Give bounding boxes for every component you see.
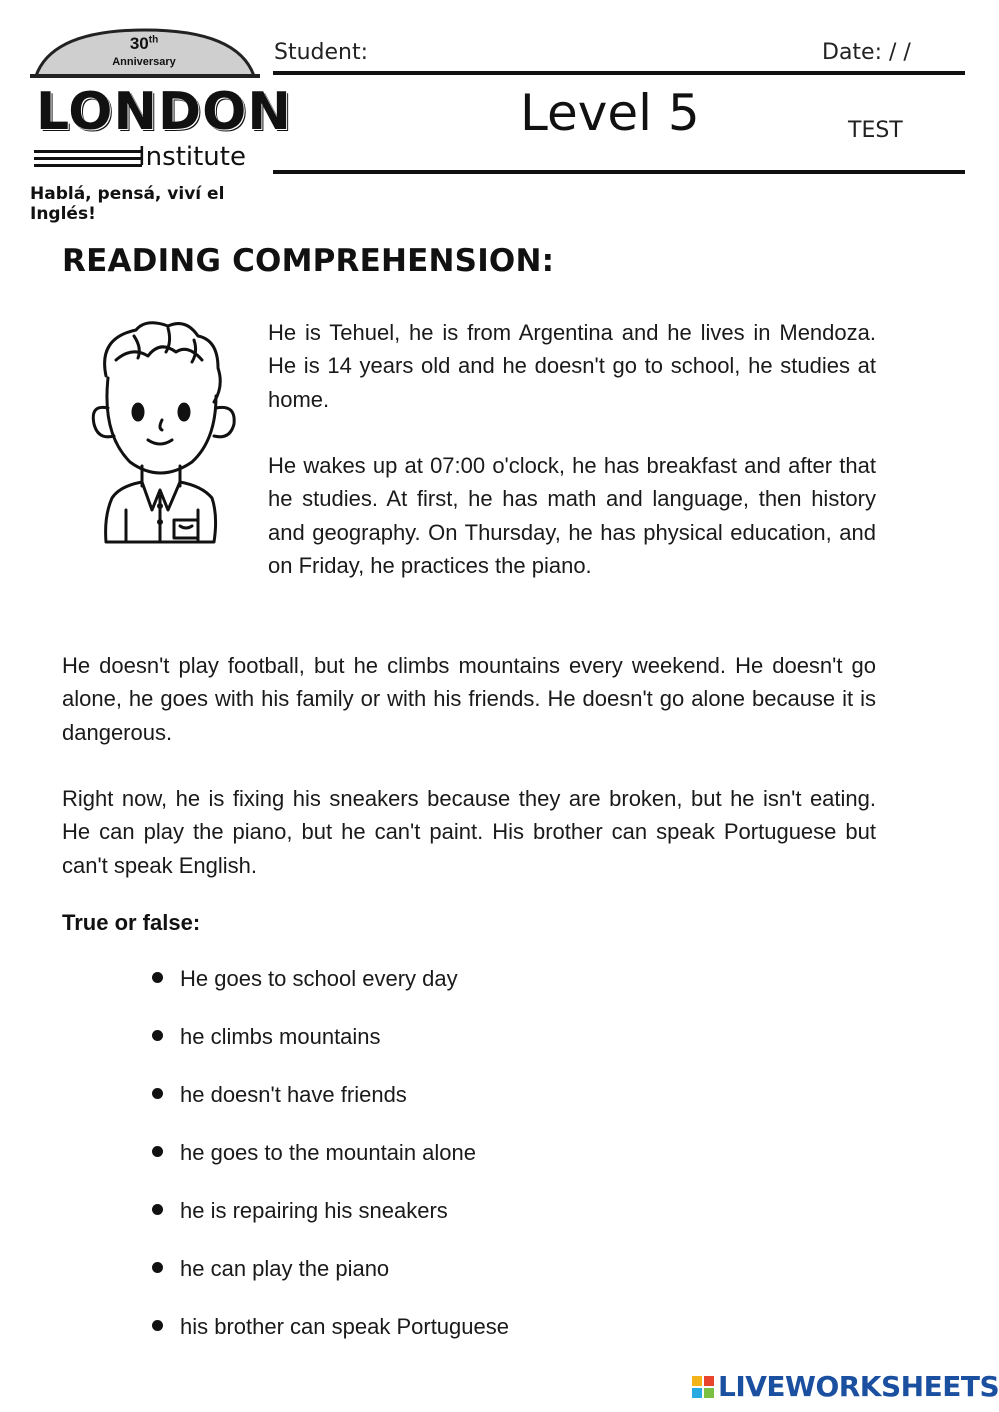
liveworksheets-logo-icon — [692, 1376, 714, 1398]
paragraph-weekend: He doesn't play football, but he climbs mountains every weekend. He doesn't go alone, he goes with his family or with his friends. He doesn't go alone because it is dangerous. — [62, 653, 876, 745]
header-rule-bottom — [273, 170, 965, 174]
level-title: Level 5 — [520, 84, 700, 142]
list-item-text: he is repairing his sneakers — [180, 1198, 448, 1223]
list-item — [152, 1024, 381, 1050]
anniversary-suffix: th — [148, 34, 159, 46]
institute-logo — [26, 24, 292, 224]
page-title: READING COMPREHENSION: — [62, 243, 555, 279]
true-false-label: True or false: — [62, 910, 201, 935]
date-label: Date: / / — [822, 40, 911, 65]
test-label: TEST — [848, 118, 903, 143]
logo-lines — [34, 150, 142, 171]
bullet-icon — [152, 1030, 163, 1041]
header-rule-top — [273, 71, 965, 75]
list-item — [152, 1140, 476, 1166]
paragraph-routine-text: He wakes up at 07:00 o'clock, he has breakfast and after that he studies. At first, he has math and language, then history and geography. On Thursday, he has physical education, and on Friday, he practices the piano. — [268, 453, 876, 579]
logo-slogan: Hablá, pensá, viví el Inglés! — [30, 184, 225, 224]
list-item-text: he can play the piano — [180, 1256, 390, 1281]
list-item-text: he doesn't have friends — [180, 1082, 407, 1107]
logo-divider — [30, 74, 260, 78]
list-item-text: he goes to the mountain alone — [180, 1140, 477, 1165]
bullet-icon — [152, 972, 163, 983]
paragraph-now: Right now, he is fixing his sneakers because they are broken, but he isn't eating. He can play the piano, but he can't paint. His brother can speak Portuguese but can't speak English. — [62, 786, 876, 878]
list-item — [152, 1314, 509, 1340]
list-item — [152, 1198, 448, 1224]
anniversary-number: 30 — [129, 34, 149, 53]
bullet-icon — [152, 1088, 163, 1099]
bullet-icon — [152, 1204, 163, 1215]
list-item — [152, 966, 458, 992]
list-item-text: he climbs mountains — [180, 1024, 381, 1049]
anniversary-word: Anniversary — [112, 56, 176, 68]
student-label: Student: — [274, 40, 369, 65]
logo-subname: Institute — [138, 142, 246, 172]
bullet-icon — [152, 1320, 163, 1331]
paragraph-routine — [62, 449, 876, 583]
list-item — [152, 1256, 389, 1282]
list-item-text: He goes to school every day — [180, 966, 458, 991]
bullet-icon — [152, 1262, 163, 1273]
brand-name: LIVEWORKSHEETS — [718, 1370, 999, 1403]
bullet-icon — [152, 1146, 163, 1157]
paragraph-intro: He is Tehuel, he is from Argentina and he lives in Mendoza. He is 14 years old and he doesn't go to school, he studies at home. — [268, 320, 876, 412]
logo-name: LONDON — [36, 82, 292, 142]
list-item — [152, 1082, 407, 1108]
list-item-text: his brother can speak Portuguese — [180, 1314, 509, 1339]
